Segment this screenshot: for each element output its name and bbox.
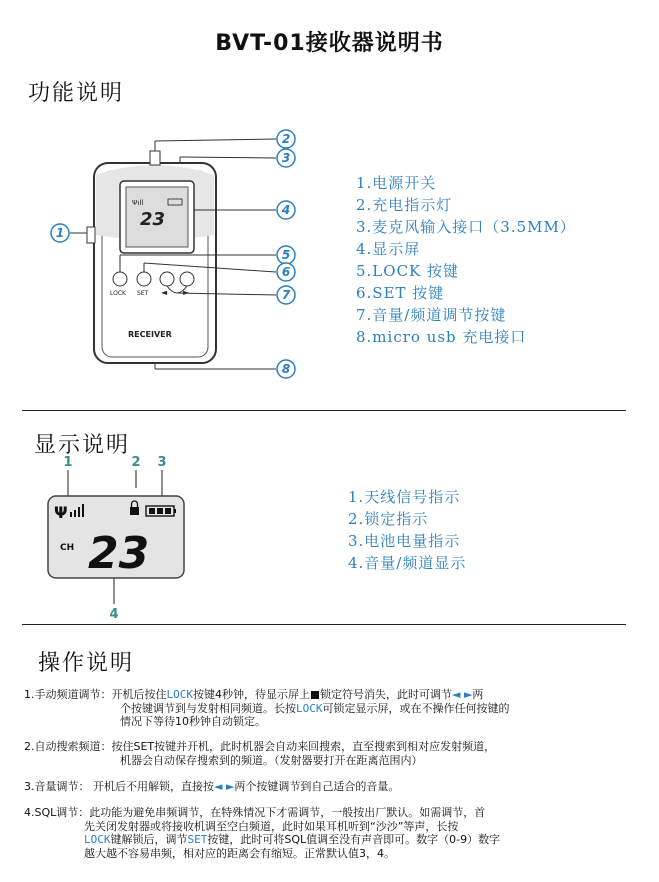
display-list (348, 486, 466, 574)
op3-text: 两个按键调节到自己适合的音量。 (234, 780, 400, 793)
op4-text: 越大越不容易串频，相对应的距离会有缩短。正常默认值3，4。 (84, 846, 395, 860)
function-item: 5.LOCK 按键 (356, 262, 460, 280)
lcd-callout-3: 3 (157, 455, 167, 470)
op4-text: 键解锁后，调节 (110, 833, 188, 846)
operation-sql (24, 806, 624, 860)
callout-3: 3 (281, 151, 291, 165)
operation-volume (24, 780, 624, 794)
display-item: 2.锁定指示 (348, 510, 429, 528)
divider (22, 410, 626, 411)
function-item: 4.显示屏 (356, 240, 421, 258)
svg-text:►: ► (183, 288, 190, 297)
op1-text: 两 (472, 688, 484, 701)
op1-lock-highlight: LOCK (166, 688, 193, 701)
device-screen-channel: 23 (140, 209, 166, 230)
callout-6: 6 (281, 265, 291, 279)
divider (22, 624, 626, 625)
lock-label: LOCK (110, 290, 126, 297)
function-item: 7.音量/频道调节按键 (356, 306, 507, 324)
op1-text: 可锁定显示屏，或在不操作任何按键的 (322, 701, 510, 715)
op1-text: 个按键调节到与发射相同频道。长按 (120, 701, 296, 715)
lcd-callout-1: 1 (63, 455, 73, 470)
section-function-heading: 功能说明 (28, 81, 125, 106)
receiver-device-illustration (40, 125, 310, 385)
op1-text: 锁定符号消失，此时可调节 (320, 688, 452, 701)
op2-text: 机器会自动保存搜索到的频道。（发射器要打开在距离范围内） (120, 753, 423, 767)
op2-text: 2.自动搜索频道：按住SET按键并开机，此时机器会自动来回搜索，直至搜索到相对应发射频道， (24, 740, 496, 753)
lcd-display-illustration (40, 450, 200, 622)
display-item: 4.音量/频道显示 (348, 554, 467, 572)
function-list (356, 172, 576, 348)
lcd-channel: 23 (88, 528, 150, 579)
op1-text: 1.手动频道调节：开机后按住 (24, 688, 167, 701)
op4-lock-highlight: LOCK (84, 833, 111, 846)
op4-text: 4.SQL调节：此功能为避免串频调节，在特殊情况下才需调节，一般按出厂默认。如需调节，首 (24, 806, 486, 819)
op1-text: 按键4秒钟，待显示屏上 (193, 688, 310, 701)
antenna-icon: Ψ (54, 503, 68, 522)
op1-lock-highlight: LOCK (296, 701, 323, 715)
callout-5: 5 (281, 248, 291, 262)
lcd-ch-label: CH (60, 543, 75, 553)
svg-text:◄: ◄ (161, 288, 168, 297)
page-title: BVT-01接收器说明书 (215, 31, 444, 56)
display-item: 3.电池电量指示 (348, 532, 461, 550)
op3-text: 3.音量调节： 开机后不用解锁，直接按 (24, 780, 214, 793)
set-label: SET (137, 290, 149, 297)
display-item: 1.天线信号指示 (348, 488, 461, 506)
function-item: 8.micro usb 充电接口 (356, 328, 527, 346)
operation-auto-search (24, 740, 624, 767)
function-item: 6.SET 按键 (356, 284, 445, 302)
callout-7: 7 (281, 288, 291, 302)
callout-2: 2 (281, 132, 291, 146)
svg-text:Ψıll: Ψıll (132, 199, 144, 207)
op4-text: 按键，此时可将SQL值调至没有声音即可。数字（0-9）数字 (207, 833, 501, 846)
function-item: 2.充电指示灯 (356, 196, 453, 214)
lock-icon (311, 691, 319, 699)
arrow-keys-icon: ◄ ► (452, 688, 473, 701)
lcd-callout-4: 4 (109, 607, 119, 622)
op4-set-highlight: SET (187, 833, 208, 846)
function-item: 1.电源开关 (356, 174, 437, 192)
section-display-heading: 显示说明 (34, 433, 131, 458)
arrow-keys-icon: ◄ ► (214, 780, 235, 793)
callout-8: 8 (281, 362, 291, 376)
callout-1: 1 (55, 226, 65, 240)
operation-manual-channel (24, 688, 624, 729)
receiver-label: RECEIVER (128, 330, 172, 339)
op4-text: 先关闭发射器或将接收机调至空白频道，此时如果耳机听到“沙沙”等声，长按 (84, 819, 459, 833)
lcd-callout-2: 2 (131, 455, 141, 470)
section-operation-heading: 操作说明 (38, 651, 135, 676)
op1-text: 情况下等待10秒钟自动锁定。 (120, 715, 266, 728)
callout-4: 4 (281, 203, 291, 217)
function-item: 3.麦克风输入接口（3.5MM） (356, 218, 576, 236)
